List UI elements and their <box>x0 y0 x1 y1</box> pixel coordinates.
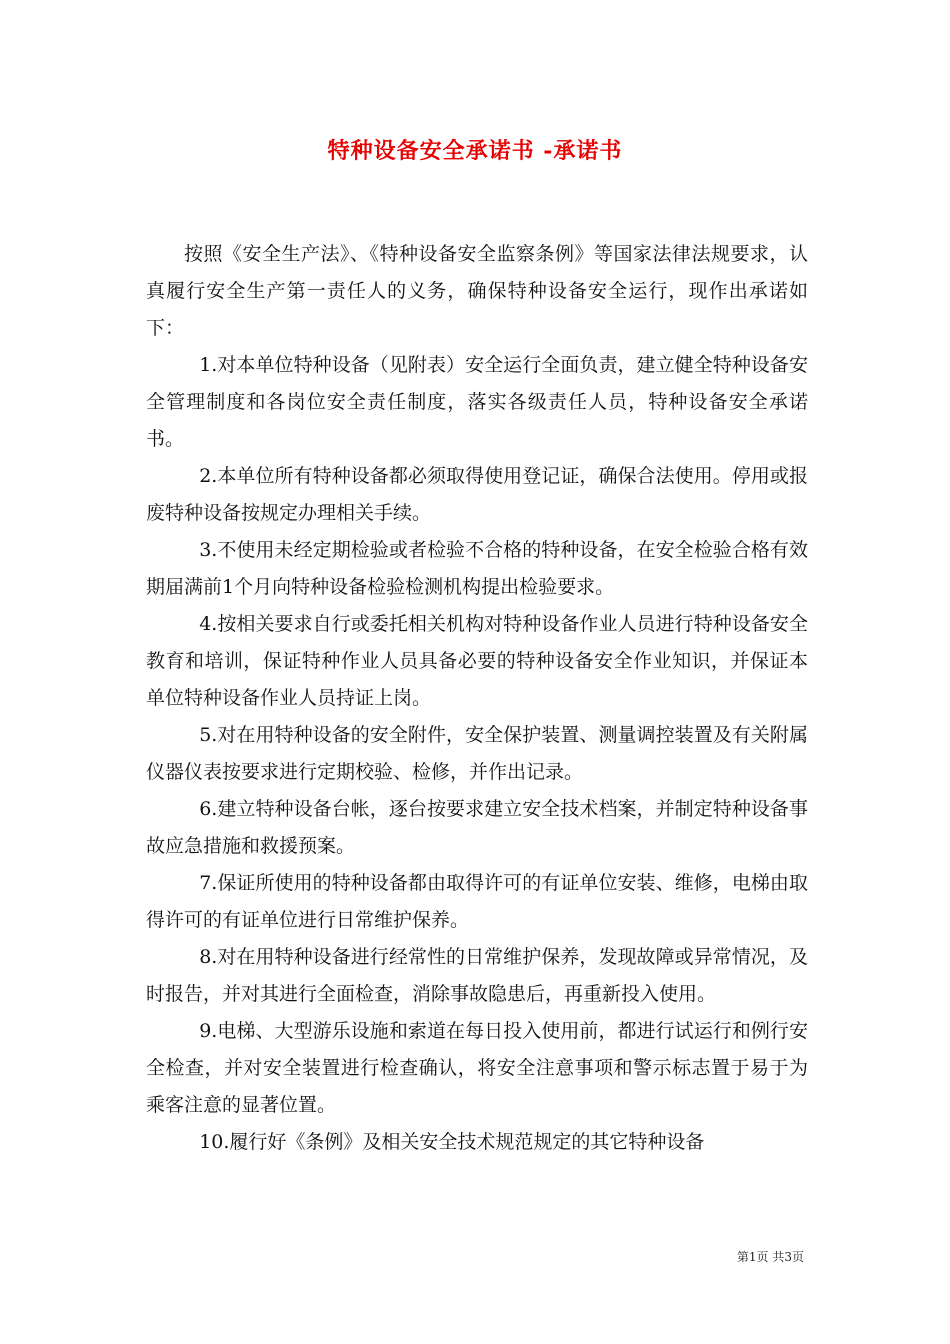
commitment-item-6: 6.建立特种设备台帐，逐台按要求建立安全技术档案，并制定特种设备事故应急措施和救援预案。 <box>146 798 808 857</box>
document-body <box>146 236 808 1161</box>
commitment-item-10: 10.履行好《条例》及相关安全技术规范规定的其它特种设备 <box>199 1131 705 1153</box>
commitment-item-2: 2.本单位所有特种设备都必须取得使用登记证，确保合法使用。停用或报废特种设备按规定办理相关手续。 <box>146 465 808 524</box>
commitment-item-8: 8.对在用特种设备进行经常性的日常维护保养，发现故障或异常情况，及时报告，并对其进行全面检查，消除事故隐患后，再重新投入使用。 <box>146 946 808 1005</box>
intro-paragraph: 按照《安全生产法》、《特种设备安全监察条例》等国家法律法规要求，认真履行安全生产第一责任人的义务，确保特种设备安全运行，现作出承诺如下： <box>146 243 808 339</box>
commitment-item-7: 7.保证所使用的特种设备都由取得许可的有证单位安装、维修，电梯由取得许可的有证单位进行日常维护保养。 <box>146 872 808 931</box>
commitment-item-4: 4.按相关要求自行或委托相关机构对特种设备作业人员进行特种设备安全教育和培训，保证特种作业人员具备必要的特种设备安全作业知识，并保证本单位特种设备作业人员持证上岗。 <box>146 613 808 709</box>
commitment-item-9: 9.电梯、大型游乐设施和索道在每日投入使用前，都进行试运行和例行安全检查，并对安全装置进行检查确认，将安全注意事项和警示标志置于易于为乘客注意的显著位置。 <box>146 1020 808 1116</box>
document-title: 特种设备安全承诺书 -承诺书 <box>327 138 623 164</box>
page-number: 第1页 共3页 <box>736 1250 804 1264</box>
commitment-item-5: 5.对在用特种设备的安全附件，安全保护装置、测量调控装置及有关附属仪器仪表按要求进行定期校验、检修，并作出记录。 <box>146 724 808 783</box>
commitment-item-3: 3.不使用未经定期检验或者检验不合格的特种设备，在安全检验合格有效期届满前1个月向特种设备检验检测机构提出检验要求。 <box>146 539 808 598</box>
commitment-item-1: 1.对本单位特种设备（见附表）安全运行全面负责，建立健全特种设备安全管理制度和各岗位安全责任制度，落实各级责任人员，特种设备安全承诺书。 <box>146 354 808 450</box>
